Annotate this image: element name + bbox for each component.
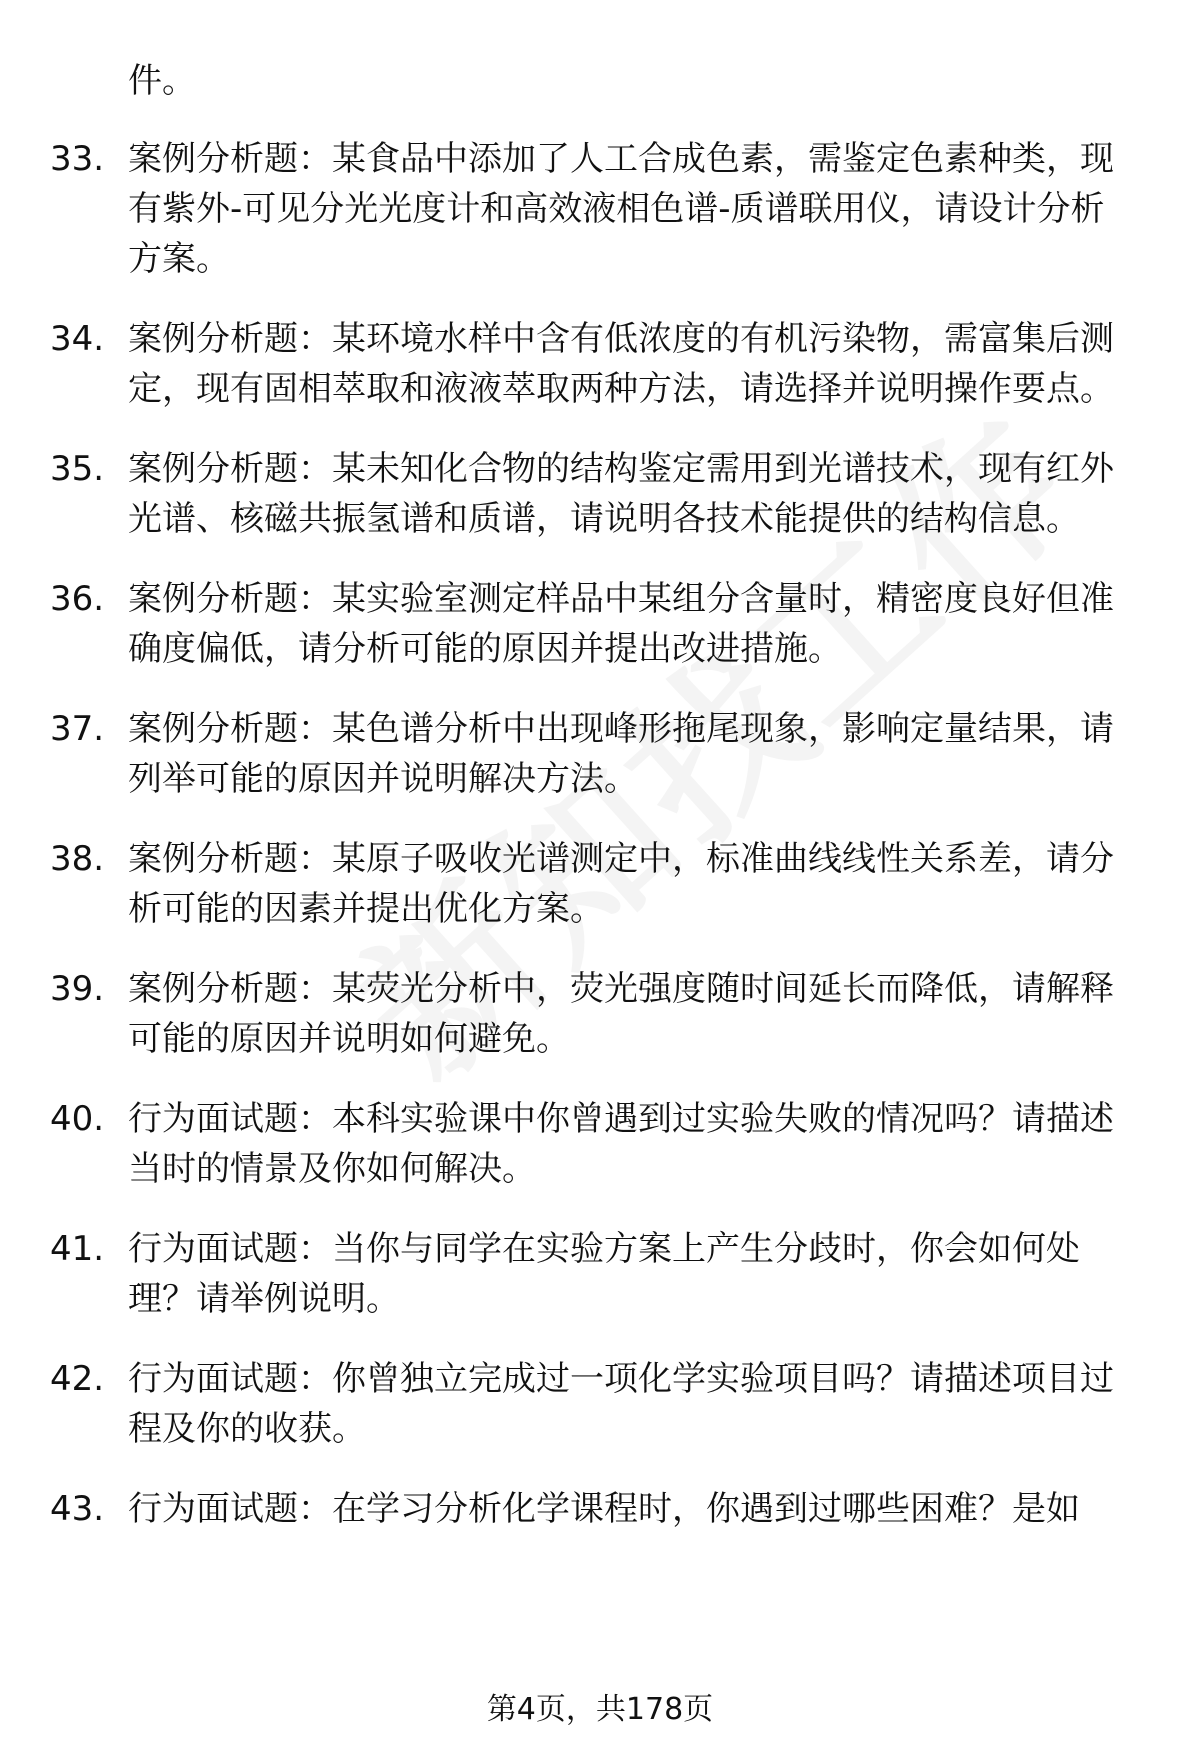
question-text: 案例分析题：某原子吸收光谱测定中，标准曲线线性关系差，请分析可能的因素并提出优化方案。 xyxy=(128,839,1114,929)
question-number: 37. xyxy=(50,709,105,749)
question-text: 行为面试题：你曾独立完成过一项化学实验项目吗？请描述项目过程及你的收获。 xyxy=(128,1359,1114,1449)
question-text: 行为面试题：当你与同学在实验方案上产生分歧时，你会如何处理？请举例说明。 xyxy=(128,1229,1080,1319)
question-text: 案例分析题：某色谱分析中出现峰形拖尾现象，影响定量结果，请列举可能的原因并说明解决方法。 xyxy=(128,709,1114,799)
question-item xyxy=(50,314,1150,414)
question-number: 40. xyxy=(50,1099,105,1139)
question-number: 36. xyxy=(50,579,105,619)
question-item xyxy=(50,834,1150,934)
question-text: 案例分析题：某食品中添加了人工合成色素，需鉴定色素种类，现有紫外-可见分光光度计和高效液相色谱-质谱联用仪，请设计分析方案。 xyxy=(128,139,1114,279)
question-number: 43. xyxy=(50,1489,105,1529)
question-number: 41. xyxy=(50,1229,105,1269)
question-item xyxy=(50,1094,1150,1194)
question-text: 案例分析题：某实验室测定样品中某组分含量时，精密度良好但准确度偏低，请分析可能的原因并提出改进措施。 xyxy=(128,579,1114,669)
question-text: 案例分析题：某荧光分析中，荧光强度随时间延长而降低，请解释可能的原因并说明如何避免。 xyxy=(128,969,1114,1059)
question-number: 39. xyxy=(50,969,105,1009)
question-text: 案例分析题：某环境水样中含有低浓度的有机污染物，需富集后测定，现有固相萃取和液液萃取两种方法，请选择并说明操作要点。 xyxy=(128,319,1114,409)
page-footer: 第4页，共178页 xyxy=(486,1692,714,1727)
question-number: 33. xyxy=(50,139,105,179)
question-text: 行为面试题：本科实验课中你曾遇到过实验失败的情况吗？请描述当时的情景及你如何解决。 xyxy=(128,1099,1114,1189)
question-number: 42. xyxy=(50,1359,105,1399)
question-item xyxy=(50,964,1150,1064)
question-item xyxy=(50,1354,1150,1454)
question-item xyxy=(50,444,1150,544)
question-number: 38. xyxy=(50,839,105,879)
question-list xyxy=(50,134,1150,1564)
question-item xyxy=(50,134,1150,284)
question-item xyxy=(50,1224,1150,1324)
question-item xyxy=(50,1484,1150,1534)
question-number: 35. xyxy=(50,449,105,489)
question-number: 34. xyxy=(50,319,105,359)
question-item xyxy=(50,704,1150,804)
question-item xyxy=(50,574,1150,674)
question-text: 行为面试题：在学习分析化学课程时，你遇到过哪些困难？是如 xyxy=(128,1489,1080,1529)
question-text: 案例分析题：某未知化合物的结构鉴定需用到光谱技术，现有红外光谱、核磁共振氢谱和质谱，请说明各技术能提供的结构信息。 xyxy=(128,449,1114,539)
continuation-text: 件。 xyxy=(128,61,196,101)
